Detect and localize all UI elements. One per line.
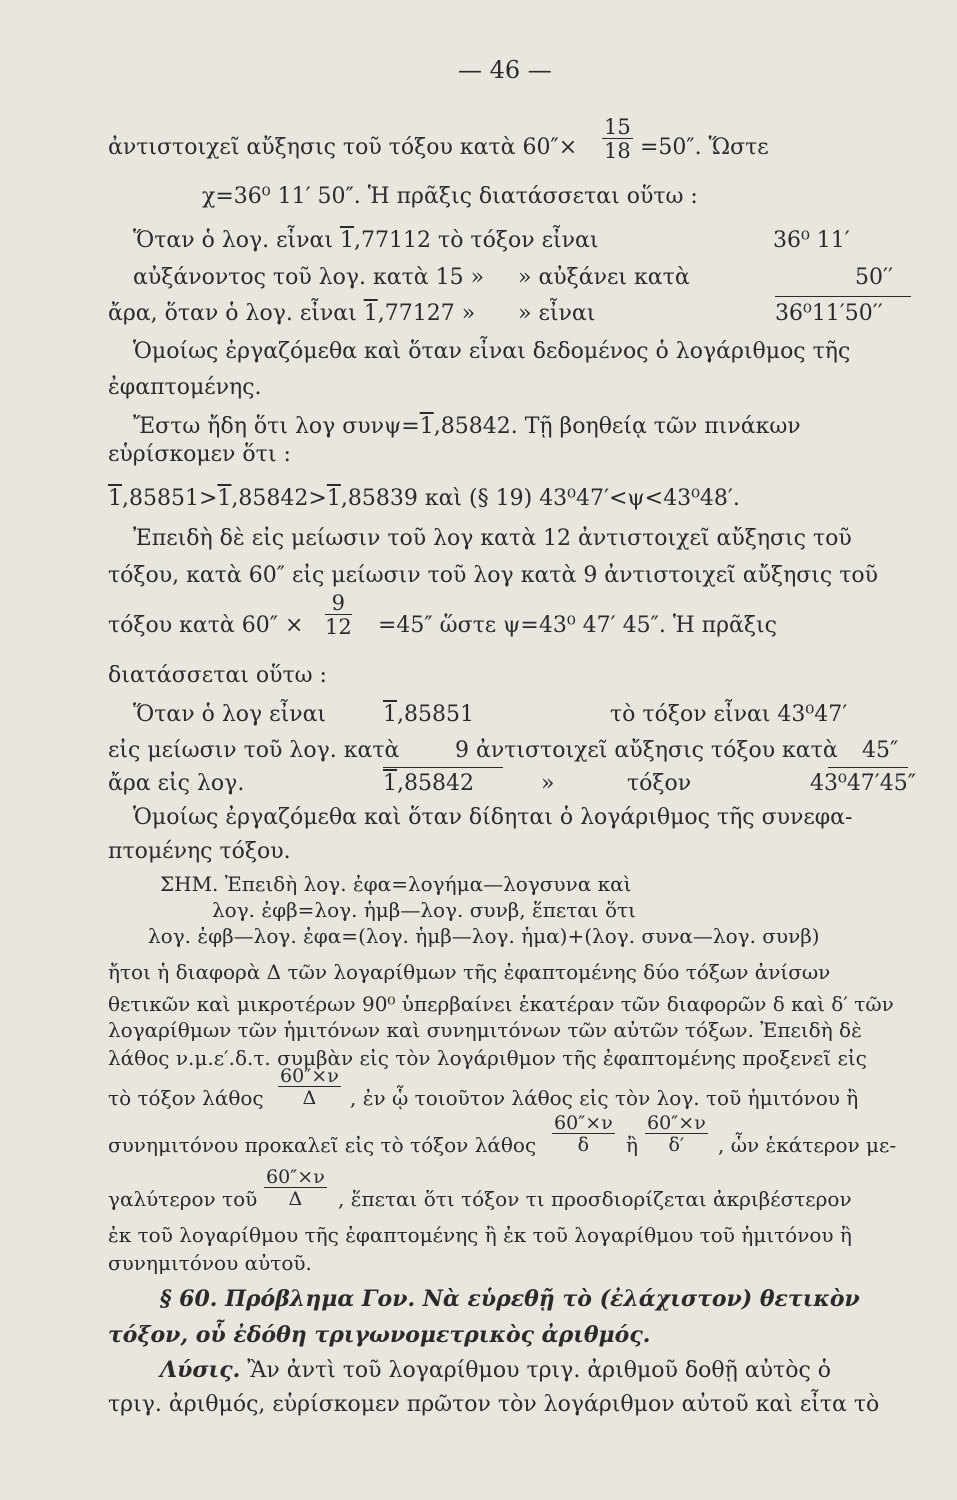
table-cell: 9 ἀντιστοιχεῖ αὔξησις τόξου κατὰ	[455, 738, 838, 763]
fraction-numerator: 60″×ν	[647, 1112, 706, 1134]
fraction-denominator: 18	[604, 139, 631, 163]
text-line	[133, 416, 801, 438]
fraction	[325, 593, 352, 638]
note-line: λογ. ἐφβ=λογ. ἡμβ—λογ. συνβ, ἕπεται ὅτι	[212, 898, 636, 922]
bar-digit: 1	[419, 414, 434, 439]
note-line: γαλύτερον τοῦ	[108, 1187, 258, 1211]
table-cell: 36⁰11′50′′	[775, 301, 883, 326]
note-line: συνημιτόνου αὐτοῦ.	[108, 1251, 312, 1275]
text-span: ,77127 »	[377, 301, 476, 326]
text-line: τριγ. ἀριθμός, εὑρίσκομεν πρῶτον τὸν λογάριθμον αὐτοῦ καὶ εἶτα τὸ	[108, 1392, 880, 1417]
text-span: ,85842	[397, 771, 474, 796]
text-span: Ἔστω ἤδη ὅτι λογ συνψ=	[133, 414, 420, 439]
note-line: συνημιτόνου προκαλεῖ εἰς τὸ τόξον λάθος	[108, 1133, 537, 1157]
section-heading: τόξον, οὗ ἐδόθη τριγωνομετρικὸς ἀριθμός.	[108, 1322, 651, 1348]
text-line: τόξου, κατὰ 60″ εἰς μείωσιν τοῦ λογ κατὰ 9 ἀντιστοιχεῖ αὔξησις τοῦ	[108, 563, 879, 588]
fraction-denominator: δ′	[668, 1134, 685, 1156]
table-cell: 36⁰ 11′	[773, 228, 850, 253]
fraction-denominator: Δ	[302, 1087, 317, 1109]
text-span: ,85851>	[122, 486, 218, 511]
table-cell: »	[541, 771, 555, 796]
fraction-numerator: 60″×ν	[554, 1112, 613, 1134]
fraction-denominator: 12	[325, 615, 352, 639]
text-line: =50″. Ὥστε	[640, 135, 769, 160]
bar-digit: 1	[217, 486, 232, 511]
note-line: , ἐν ᾧ τοιοῦτον λάθος εἰς τὸν λογ. τοῦ ἡμιτόνου ἢ	[350, 1086, 859, 1110]
inequality-line	[108, 488, 740, 510]
table-cell: Ὅταν ὁ λογ εἶναι	[133, 702, 327, 727]
note-line: ΣΗΜ. Ἐπειδὴ λογ. ἐφα=λογήμα—λογσυνα καὶ	[160, 872, 632, 896]
fraction	[602, 117, 633, 162]
text-line: τόξου κατὰ 60″ ×	[108, 613, 304, 638]
table-cell	[383, 704, 474, 726]
table-cell: » αὐξάνει κατὰ	[518, 265, 690, 290]
table-cell: » εἶναι	[518, 301, 596, 326]
note-line: ἤτοι ἡ διαφορὰ Δ τῶν λογαρίθμων τῆς ἐφαπτομένης δύο τόξων ἀνίσων	[108, 960, 831, 984]
text-span: ,85842. Τῇ βοηθείᾳ τῶν πινάκων	[433, 414, 801, 439]
text-line: χ=36⁰ 11′ 50″. Ἡ πρᾶξις διατάσσεται οὕτω :	[202, 184, 698, 209]
text-line: =45″ ὥστε ψ=43⁰ 47′ 45″. Ἡ πρᾶξις	[378, 613, 777, 638]
fraction	[278, 1067, 341, 1108]
sum-rule	[383, 767, 503, 768]
text-line: εὑρίσκομεν ὅτι :	[108, 442, 291, 467]
fraction-numerator: 9	[325, 593, 352, 615]
fraction-numerator: 15	[604, 115, 631, 139]
note-line: λογαρίθμων τῶν ἡμιτόνων καὶ συνημιτόνων τῶν αὐτῶν τόξων. Ἐπειδὴ δὲ	[108, 1018, 862, 1042]
text-span: ,85851	[397, 702, 474, 727]
bar-digit: 1	[383, 771, 397, 796]
text-span: ,85842>	[231, 486, 327, 511]
fraction	[264, 1168, 327, 1209]
text-span: ἄρα, ὅταν ὁ λογ. εἶναι	[108, 301, 357, 326]
note-line: ἢ	[626, 1133, 638, 1157]
note-line: θετικῶν καὶ μικροτέρων 90⁰ ὑπερβαίνει ἑκατέραν τῶν διαφορῶν δ καὶ δ′ τῶν	[108, 992, 894, 1016]
text-span: Ἂν ἀντὶ τοῦ λογαρίθμου τριγ. ἀριθμοῦ δοθῇ αὐτὸς ὁ	[247, 1358, 832, 1383]
fraction-denominator: δ	[577, 1134, 590, 1156]
table-cell: τὸ τόξον εἶναι 43⁰47′	[610, 702, 848, 727]
bar-digit: 1	[340, 228, 355, 253]
page-number: — 46 —	[458, 56, 552, 84]
sum-rule	[828, 767, 908, 768]
text-line: ἀντιστοιχεῖ αὔξησις τοῦ τόξου κατὰ 60″×	[108, 135, 578, 160]
table-cell: 50′′	[855, 265, 893, 290]
text-line: ἐφαπτομένης.	[108, 375, 262, 400]
note-line: , ἕπεται ὅτι τόξον τι προσδιορίζεται ἀκριβέστερον	[338, 1187, 852, 1211]
table-cell: εἰς μείωσιν τοῦ λογ. κατὰ	[108, 738, 400, 763]
text-span: ,77112 τὸ τόξον εἶναι	[354, 228, 599, 253]
text-span: Ὅταν ὁ λογ. εἶναι	[133, 228, 334, 253]
text-line: διατάσσεται οὕτω :	[108, 663, 327, 688]
fraction	[645, 1114, 708, 1155]
bar-digit: 1	[108, 486, 122, 511]
text-span: ,85839 καὶ (§ 19) 43⁰47′<ψ<43⁰48′.	[340, 486, 740, 511]
table-cell: τόξον	[627, 771, 692, 796]
table-cell	[108, 303, 475, 325]
table-cell: ἄρα εἰς λογ.	[108, 771, 245, 796]
note-line: λογ. ἐφβ—λογ. ἐφα=(λογ. ἡμβ—λογ. ἡμα)+(λογ. συνα—λογ. συνβ)	[148, 924, 820, 948]
table-cell	[383, 773, 474, 795]
section-heading: § 60. Πρόβλημα Γον. Νὰ εὑρεθῇ τὸ (ἐλάχιστον) θετικὸν	[160, 1286, 860, 1312]
fraction-numerator: 60″×ν	[280, 1065, 339, 1087]
table-cell: 45″	[862, 738, 899, 763]
sum-rule	[775, 296, 911, 297]
solution-line	[160, 1359, 831, 1382]
text-line: Ὁμοίως ἐργαζόμεθα καὶ ὅταν εἶναι δεδομένος ὁ λογάριθμος τῆς	[133, 339, 851, 364]
table-cell	[133, 230, 598, 252]
solution-label: Λύσις.	[160, 1357, 241, 1383]
note-line: , ὧν ἑκάτερον με-	[718, 1133, 897, 1157]
text-line: Ὁμοίως ἐργαζόμεθα καὶ ὅταν δίδηται ὁ λογάριθμος τῆς συνεφα-	[133, 805, 853, 830]
fraction-denominator: Δ	[288, 1188, 303, 1210]
fraction	[552, 1114, 615, 1155]
fraction-numerator: 60″×ν	[266, 1166, 325, 1188]
bar-digit: 1	[363, 301, 378, 326]
table-cell: αὐξάνοντος τοῦ λογ. κατὰ 15 »	[133, 265, 485, 290]
note-line: τὸ τόξον λάθος	[108, 1086, 264, 1110]
note-line: ἐκ τοῦ λογαρίθμου τῆς ἐφαπτομένης ἢ ἐκ τοῦ λογαρίθμου τοῦ ἡμιτόνου ἢ	[108, 1223, 852, 1247]
table-cell: 43⁰47′45″	[810, 771, 917, 796]
text-line: πτομένης τόξου.	[108, 839, 291, 864]
bar-digit: 1	[326, 486, 341, 511]
bar-digit: 1	[383, 702, 397, 727]
note-line: λάθος ν.μ.ε′.δ.τ. συμβὰν εἰς τὸν λογάριθμον τῆς ἐφαπτομένης προξενεῖ εἰς	[108, 1046, 867, 1070]
text-line: Ἐπειδὴ δὲ εἰς μείωσιν τοῦ λογ κατὰ 12 ἀντιστοιχεῖ αὔξησις τοῦ	[133, 526, 852, 551]
